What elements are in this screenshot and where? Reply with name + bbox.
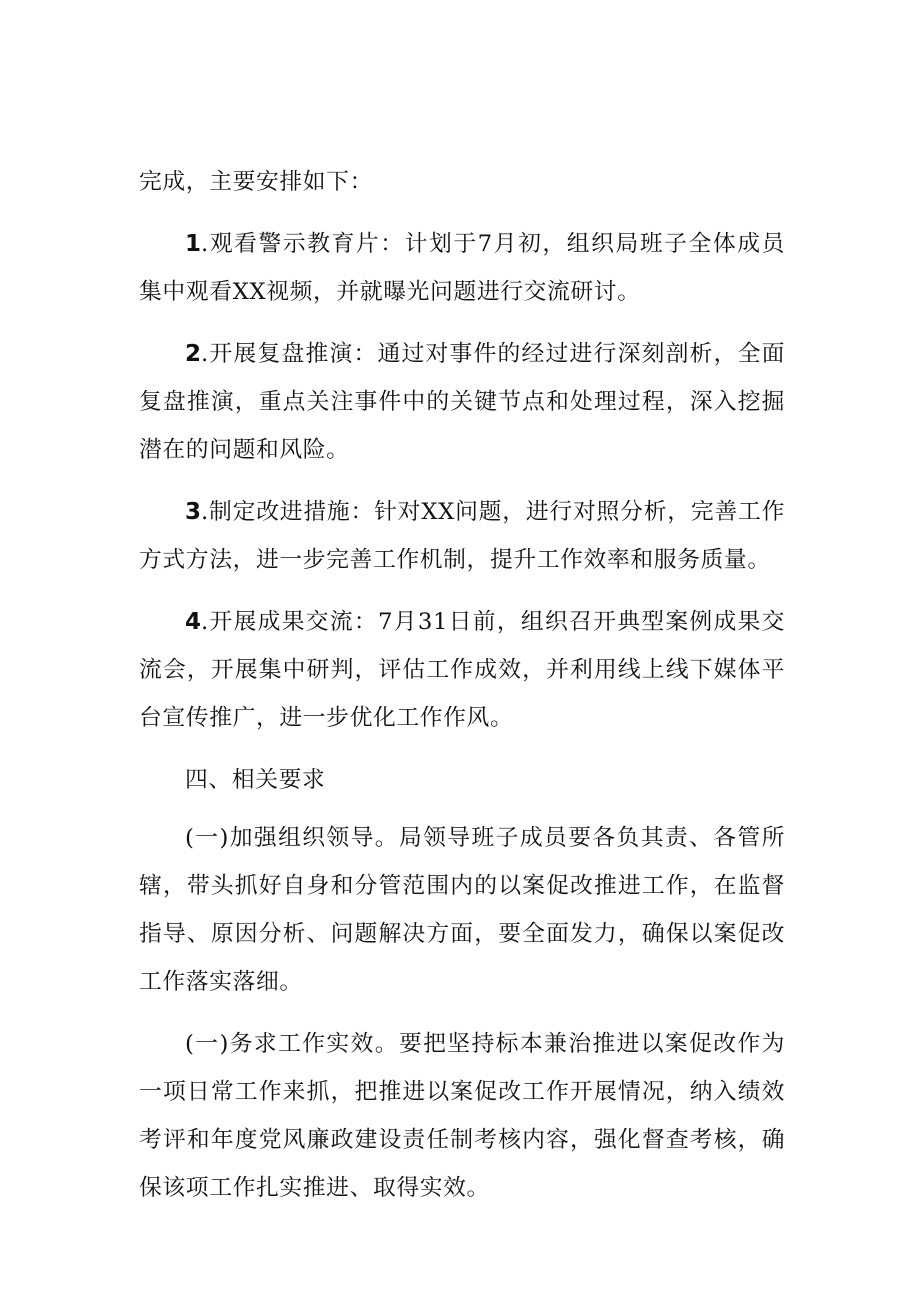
paragraph-text: (一)务求工作实效。要把坚持标本兼治推进以案促改作为一项日常工作来抓，把推进以案促改工作开展情况，纳入绩效考评和年度党风廉政建设责任制考核内容，强化督查考核，确保该项工作扎实推进、取得实效。	[139, 1031, 785, 1201]
section-heading	[139, 756, 785, 804]
list-item-text: .开展成果交流：7月31日前，组织召开典型案例成果交流会，开展集中研判，评估工作成效，并利用线上线下媒体平台宣传推广，进一步优化工作作风。	[139, 609, 785, 731]
document-body	[139, 158, 785, 1226]
list-item-3	[139, 488, 785, 584]
list-item-2	[139, 330, 785, 474]
list-item-1	[139, 220, 785, 316]
list-item-text: .制定改进措施：针对XX问题，进行对照分析，完善工作方式方法，进一步完善工作机制，提升工作效率和服务质量。	[139, 499, 785, 573]
paragraph-text: (一)加强组织领导。局领导班子成员要各负其责、各管所辖，带头抓好自身和分管范围内的以案促改推进工作，在监督指导、原因分析、问题解决方面，要全面发力，确保以案促改工作落实落细。	[139, 825, 785, 995]
list-item-number: 1	[185, 231, 202, 257]
requirement-paragraph-1	[139, 814, 785, 1006]
list-item-text: .开展复盘推演：通过对事件的经过进行深刻剖析，全面复盘推演，重点关注事件中的关键节点和处理过程，深入挖掘潜在的问题和风险。	[139, 341, 785, 463]
list-item-text: .观看警示教育片：计划于7月初，组织局班子全体成员集中观看XX视频，并就曝光问题进行交流研讨。	[139, 231, 785, 305]
list-item-4	[139, 598, 785, 742]
paragraph-continuation	[139, 158, 785, 206]
list-item-number: 4	[185, 609, 202, 635]
paragraph-text: 完成，主要安排如下：	[139, 169, 373, 195]
list-item-number: 3	[185, 499, 202, 525]
requirement-paragraph-2	[139, 1020, 785, 1212]
list-item-number: 2	[185, 341, 202, 367]
section-heading-text: 四、相关要求	[185, 767, 326, 793]
